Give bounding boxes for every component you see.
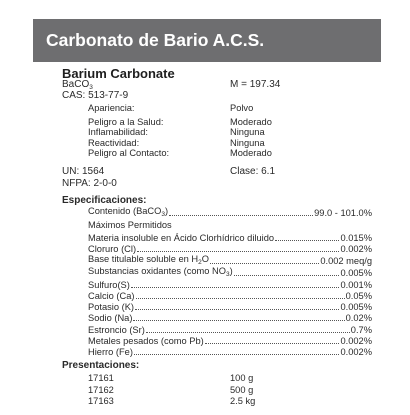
dot-leader [146, 332, 350, 333]
spec-row [88, 255, 372, 266]
property-value: Ninguna [230, 127, 265, 137]
title-banner [33, 19, 381, 62]
dot-leader [205, 343, 340, 344]
nfpa-rating: NFPA: 2-0-0 [62, 178, 117, 189]
molar-mass: M = 197.34 [230, 79, 281, 90]
spec-label: Metales pesados (como Pb) [88, 335, 204, 346]
spec-label: Estroncio (Sr) [88, 324, 145, 335]
spec-row [88, 279, 372, 290]
spec-value: 0.002% [340, 243, 372, 254]
property-value: Moderado [230, 117, 272, 127]
spec-row [88, 324, 372, 335]
spec-value: 0.005% [340, 267, 372, 278]
spec-row [88, 243, 372, 254]
spec-value: 0.02% [345, 312, 372, 323]
presentation-code: 17161 [88, 373, 114, 383]
property-label: Inflamabilidad: [88, 127, 148, 137]
spec-label: Substancias oxidantes (como $NO_3$) [88, 265, 233, 278]
spec-value: 0.002% [340, 335, 372, 346]
spec-label: Sodio (Na) [88, 312, 133, 323]
presentation-quantity: 100 g [230, 373, 254, 383]
presentation-code: 17162 [88, 385, 114, 395]
spec-label: Calcio (Ca) [88, 290, 135, 301]
dot-leader [134, 354, 340, 355]
spec-row [88, 290, 372, 301]
spec-row [88, 312, 372, 323]
property-value: Moderado [230, 148, 272, 158]
spec-row [88, 232, 372, 243]
dot-leader [137, 251, 339, 252]
hazard-class: Clase: 6.1 [230, 166, 276, 177]
cas-number: CAS: 513-77-9 [62, 90, 129, 101]
property-label: Apariencia: [88, 103, 135, 113]
spec-label: Potasio (K) [88, 301, 134, 312]
spec-value: 0.005% [340, 301, 372, 312]
spec-value: 0.015% [340, 232, 372, 243]
spec-row-contenido [88, 207, 372, 218]
dot-leader [275, 240, 339, 241]
spec-row [88, 301, 372, 312]
un-number: UN: 1564 [62, 166, 105, 177]
spec-value: 0.7% [350, 324, 372, 335]
spec-value: 99.0 - 101.0% [314, 207, 372, 218]
dot-leader [131, 287, 340, 288]
spec-value: 0.05% [345, 290, 372, 301]
property-label: Peligro al Contacto: [88, 148, 170, 158]
spec-value: 0.001% [340, 279, 372, 290]
dot-leader [135, 309, 339, 310]
property-label: Peligro a la Salud: [88, 117, 164, 127]
dot-leader [133, 320, 344, 321]
spec-row [88, 335, 372, 346]
property-value: Polvo [230, 103, 254, 113]
spec-value: 0.002% [340, 346, 372, 357]
presentation-quantity: 2.5 kg [230, 396, 256, 406]
property-value: Ninguna [230, 138, 265, 148]
spec-label: Materia insoluble en Ácido Clorhídrico diluido [88, 232, 275, 243]
dot-leader [169, 215, 313, 216]
dot-leader [136, 298, 345, 299]
presentation-quantity: 500 g [230, 385, 254, 395]
spec-label: Sulfuro(S) [88, 279, 130, 290]
spec-label: Hierro (Fe) [88, 346, 133, 357]
product-name: Barium Carbonate [62, 66, 175, 81]
formula-base: BaCO [62, 79, 90, 90]
maximos-permitidos-label: Máximos Permitidos [88, 220, 172, 230]
spec-label: Contenido (BaCO$_3$) [88, 205, 169, 218]
spec-label: Cloruro (Cl) [88, 243, 137, 254]
specs-heading: Especificaciones: [62, 195, 147, 206]
dot-leader [234, 275, 340, 276]
spec-value: 0.002 meq/g [320, 255, 372, 266]
page-title: Carbonato de Bario A.C.S. [46, 30, 265, 50]
dot-leader [210, 263, 319, 264]
presentations-heading: Presentaciones: [62, 360, 140, 371]
property-label: Reactividad: [88, 138, 140, 148]
formula-subscript: 3 [89, 84, 93, 91]
spec-row [88, 346, 372, 357]
presentation-code: 17163 [88, 396, 114, 406]
spec-label: Base titulable soluble en $H_2O$ [88, 253, 209, 266]
spec-row [88, 267, 372, 278]
